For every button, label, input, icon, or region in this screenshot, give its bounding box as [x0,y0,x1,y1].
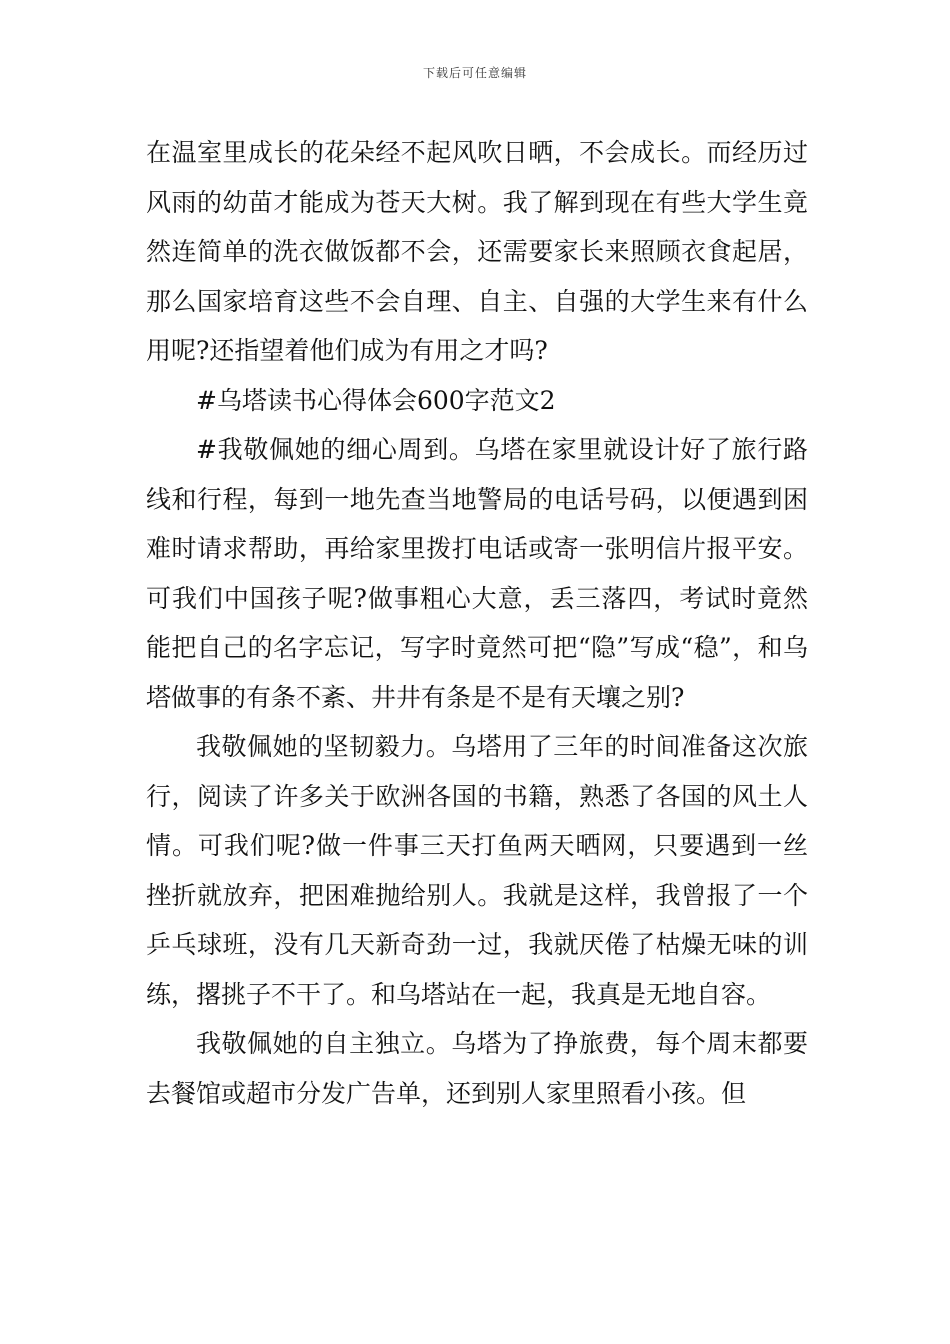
paragraph-careful: #我敬佩她的细心周到。乌塔在家里就设计好了旅行路线和行程，每到一地先查当地警局的电话号码，以便遇到困难时请求帮助，再给家里拨打电话或寄一张明信片报平安。可我们中国孩子呢?做事粗心大意，丢三落四，考试时竟然能把自己的名字忘记，写字时竟然可把“隐”写成“稳”，和乌塔做事的有条不紊、井井有条是不是有天壤之别? [146,435,808,712]
paragraph-continuation: 在温室里成长的花朵经不起风吹日晒，不会成长。而经历过风雨的幼苗才能成为苍天大树。我了解到现在有些大学生竟然连简单的洗衣做饭都不会，还需要家长来照顾衣食起居，那么国家培育这些不会自理、自主、自强的大学生来有什么用呢?还指望着他们成为有用之才吗? [146,138,808,365]
page-header-note: 下载后可任意编辑 [422,66,527,80]
paragraph-independence: 我敬佩她的自主独立。乌塔为了挣旅费，每个周末都要去餐馆或超市分发广告单，还到别人家里照看小孩。但 [146,1029,808,1108]
paragraph-perseverance: 我敬佩她的坚韧毅力。乌塔用了三年的时间准备这次旅行，阅读了许多关于欧洲各国的书籍，熟悉了各国的风土人情。可我们呢?做一件事三天打鱼两天晒网，只要遇到一丝挫折就放弃，把困难抛给别人。我就是这样，我曾报了一个乒乓球班，没有几天新奇劲一过，我就厌倦了枯燥无味的训练，撂挑子不干了。和乌塔站在一起，我真是无地自容。 [146,732,808,1009]
document-body [146,128,808,1118]
section-heading: #乌塔读书心得体会600字范文2 [196,385,556,415]
